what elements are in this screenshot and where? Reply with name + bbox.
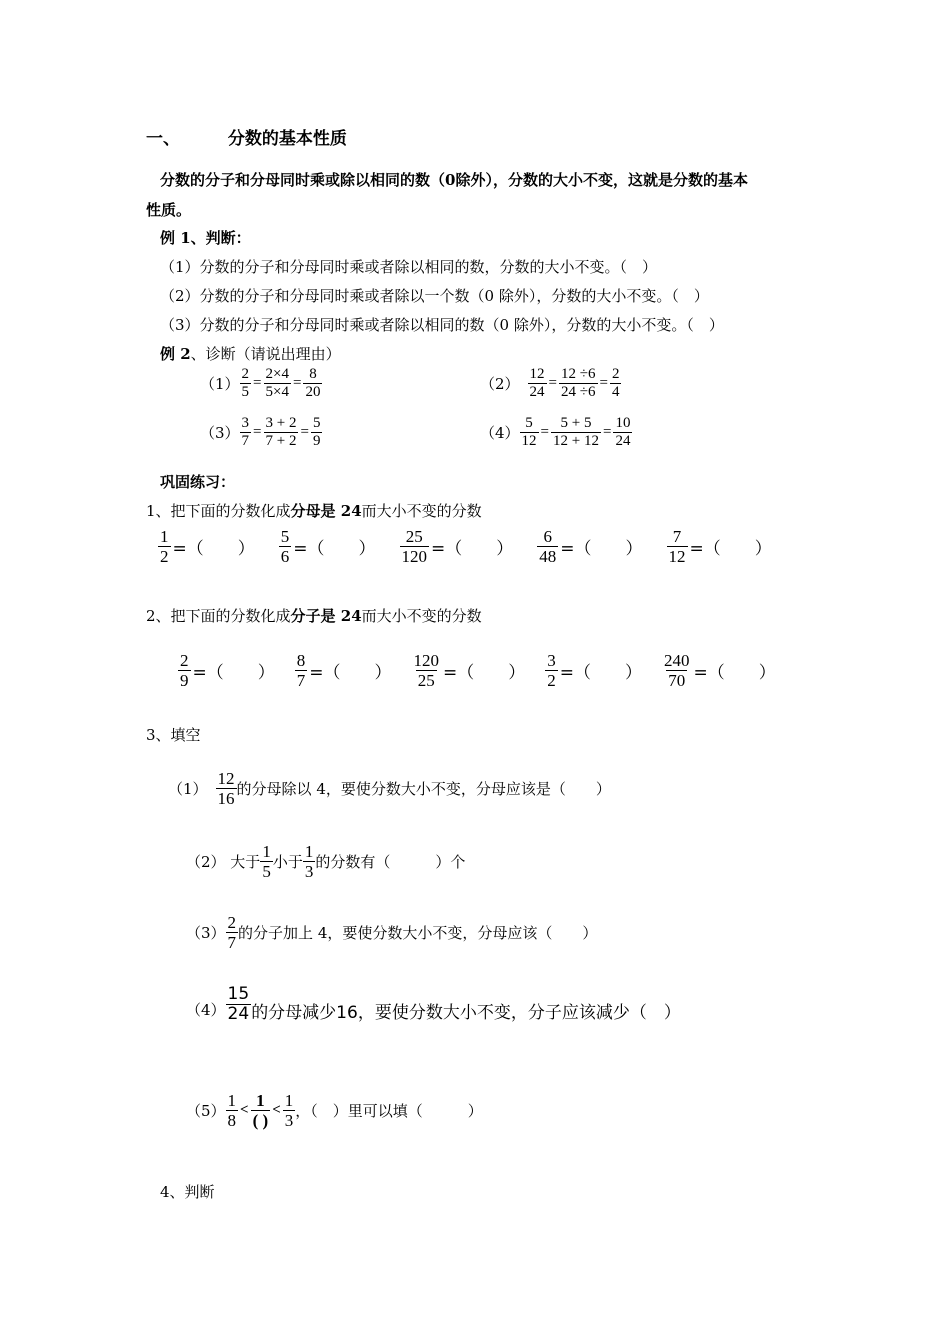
fraction xyxy=(551,416,601,450)
fraction xyxy=(240,367,252,401)
equals-sign: = xyxy=(548,375,558,392)
denominator: 4 xyxy=(611,383,620,400)
answer-blank[interactable]: =（ ） xyxy=(689,539,772,560)
less-than-sign: < xyxy=(240,1102,249,1119)
example-2-problem-2 xyxy=(480,367,621,401)
question-3-item-2 xyxy=(186,843,465,881)
fraction xyxy=(226,986,252,1024)
fraction xyxy=(295,652,308,690)
prompt-emphasis: 分母是 24 xyxy=(290,502,362,520)
equals-sign: = xyxy=(300,424,309,441)
answer-blank[interactable]: =（ ） xyxy=(560,539,643,560)
question-3-item-4 xyxy=(186,986,681,1024)
denominator: 12 xyxy=(521,432,537,449)
numerator: 2 xyxy=(241,366,250,382)
denominator: 12 xyxy=(668,546,686,566)
denominator: 20 xyxy=(305,383,321,400)
item-text: 的分母除以 4，要使分数大小不变，分母应该是（ ） xyxy=(236,780,611,799)
problem-label: （2） xyxy=(480,375,520,394)
section-number: 一、 xyxy=(146,129,180,149)
prompt-text: 而大小不变的分数 xyxy=(361,607,482,625)
answer-blank[interactable]: =（ ） xyxy=(293,539,376,560)
question-2-prompt xyxy=(146,605,482,626)
numerator: 240 xyxy=(664,651,690,670)
numerator: 1 xyxy=(256,1091,265,1110)
question-3-item-1 xyxy=(168,770,611,808)
problem-label: （4） xyxy=(480,424,520,443)
question-3-item-5 xyxy=(186,1092,483,1130)
section-title: 分数的基本性质 xyxy=(227,129,347,149)
problem-label: （3） xyxy=(200,424,240,443)
denominator: 5 xyxy=(241,383,250,400)
numerator: 120 xyxy=(413,651,439,670)
item-label: （4） xyxy=(186,1000,226,1019)
numerator: 1 xyxy=(160,527,169,546)
denominator: 70 xyxy=(668,670,686,690)
numerator: 5 + 5 xyxy=(560,415,592,431)
example-1-item-1: （1）分数的分子和分母同时乘或者除以相同的数，分数的大小不变。（ ） xyxy=(160,258,658,276)
denominator: 8 xyxy=(227,1110,237,1130)
numerator: 1 xyxy=(227,1091,237,1110)
definition-line-2: 性质。 xyxy=(146,201,192,219)
denominator: 25 xyxy=(417,670,435,690)
numerator: 5 xyxy=(525,415,533,431)
numerator: 5 xyxy=(312,415,321,431)
denominator: 7 + 2 xyxy=(265,432,297,449)
denominator: 9 xyxy=(312,432,321,449)
item-label: （3） xyxy=(186,924,226,943)
fraction xyxy=(520,416,539,450)
less-than-sign: < xyxy=(272,1102,281,1119)
item-text: 小于 xyxy=(272,853,303,872)
example-2-problem-4 xyxy=(480,416,632,450)
fraction xyxy=(311,416,323,450)
numerator: 7 xyxy=(672,527,682,546)
numerator: 12 xyxy=(529,366,545,382)
item-text: 的分母减少16，要使分数大小不变，分子应该减少（ ） xyxy=(251,1003,681,1023)
item-text: ，（ ）里可以填（ ） xyxy=(295,1102,483,1121)
numerator: 15 xyxy=(227,984,250,1004)
fraction xyxy=(559,367,597,401)
fraction xyxy=(303,367,322,401)
denominator: 7 xyxy=(241,432,250,449)
fraction xyxy=(260,843,273,881)
numerator: 1 xyxy=(304,842,314,861)
denominator: 2 xyxy=(160,546,169,566)
prompt-text: 而大小不变的分数 xyxy=(361,502,482,520)
numerator: 3 xyxy=(241,415,250,431)
denominator: 2 xyxy=(547,670,556,690)
equals-sign: = xyxy=(253,375,262,392)
prompt-text: 1、把下面的分数化成 xyxy=(146,502,291,520)
problem-label: （1） xyxy=(200,375,240,394)
numerator: 8 xyxy=(296,651,306,670)
item-label: （2） 大于 xyxy=(186,853,261,872)
example-2-title xyxy=(160,343,341,364)
fraction xyxy=(264,367,291,401)
fraction xyxy=(400,528,430,566)
answer-blank[interactable]: =（ ） xyxy=(693,663,776,684)
denominator: 3 xyxy=(304,861,314,881)
fraction xyxy=(226,914,239,952)
definition-line-1: 分数的分子和分母同时乘或除以相同的数（0除外），分数的大小不变，这就是分数的基本 xyxy=(160,171,748,189)
practice-title: 巩固练习： xyxy=(160,473,236,491)
example-1-item-3: （3）分数的分子和分母同时乘或者除以相同的数（0 除外），分数的大小不变。（ ） xyxy=(160,316,724,334)
example-2-problem-1 xyxy=(200,367,322,401)
example-1-title: 例 1、判断： xyxy=(160,229,251,247)
numerator: 2×4 xyxy=(265,366,289,382)
fraction xyxy=(226,1092,239,1130)
numerator: 3 + 2 xyxy=(265,415,297,431)
denominator: 120 xyxy=(401,546,427,566)
numerator: 12 ÷6 xyxy=(561,366,596,382)
denominator: 24 ÷6 xyxy=(561,383,596,400)
item-text: 的分子加上 4，要使分数大小不变，分母应该（ ） xyxy=(238,924,598,943)
answer-blank[interactable]: =（ ） xyxy=(443,663,526,684)
example-2-label: 例 2 xyxy=(160,345,191,363)
answer-blank[interactable]: =（ ） xyxy=(309,663,392,684)
fraction xyxy=(283,1092,296,1130)
equals-sign: = xyxy=(253,424,262,441)
numerator: 1 xyxy=(284,1091,294,1110)
denominator: 16 xyxy=(217,788,235,808)
numerator: 2 xyxy=(180,651,189,670)
numerator: 1 xyxy=(262,842,271,861)
fraction xyxy=(528,367,547,401)
fraction xyxy=(613,416,632,450)
example-1-item-2: （2）分数的分子和分母同时乘或者除以一个数（0 除外），分数的大小不变。（ ） xyxy=(160,287,709,305)
fraction xyxy=(610,367,622,401)
question-2-fractions xyxy=(178,652,778,690)
fraction xyxy=(216,770,237,808)
question-4-title: 4、判断 xyxy=(160,1183,215,1201)
denominator: 5×4 xyxy=(265,383,289,400)
denominator: 48 xyxy=(539,546,557,566)
prompt-emphasis: 分子是 24 xyxy=(290,607,362,625)
numerator: 5 xyxy=(280,527,290,546)
answer-blank[interactable]: ( ) xyxy=(252,1110,269,1130)
answer-blank[interactable]: =（ ） xyxy=(172,539,255,560)
question-1-fractions xyxy=(158,528,774,566)
fraction xyxy=(264,416,299,450)
numerator: 8 xyxy=(309,366,317,382)
numerator: 2 xyxy=(227,913,237,932)
numerator: 12 xyxy=(217,769,235,788)
fraction xyxy=(412,652,442,690)
example-2-instruction: 、诊断（请说出理由） xyxy=(190,345,341,363)
answer-blank[interactable]: =（ ） xyxy=(192,663,275,684)
denominator: 6 xyxy=(280,546,290,566)
question-3-item-3 xyxy=(186,914,597,952)
fraction xyxy=(158,528,171,566)
item-text: 的分数有（ ）个 xyxy=(315,853,466,872)
fraction xyxy=(251,1092,271,1130)
equals-sign: = xyxy=(292,375,302,392)
question-1-prompt xyxy=(146,500,482,521)
numerator: 2 xyxy=(611,366,620,382)
numerator: 25 xyxy=(405,527,423,546)
section-heading xyxy=(146,124,347,149)
fraction xyxy=(303,843,316,881)
denominator: 24 xyxy=(529,383,545,400)
denominator: 12 + 12 xyxy=(553,432,599,449)
equals-sign: = xyxy=(540,424,550,441)
answer-blank[interactable]: =（ ） xyxy=(559,663,642,684)
answer-blank[interactable]: =（ ） xyxy=(431,539,514,560)
denominator: 3 xyxy=(284,1110,294,1130)
question-3-title: 3、填空 xyxy=(146,726,201,744)
denominator: 9 xyxy=(180,670,189,690)
fraction xyxy=(537,528,558,566)
numerator: 3 xyxy=(547,651,556,670)
fraction xyxy=(279,528,292,566)
denominator: 7 xyxy=(296,670,306,690)
fraction xyxy=(240,416,252,450)
fraction xyxy=(662,652,692,690)
fraction xyxy=(178,652,191,690)
fraction xyxy=(545,652,558,690)
fraction xyxy=(667,528,688,566)
item-label: （1） xyxy=(168,780,208,799)
equals-sign: = xyxy=(602,424,612,441)
denominator: 24 xyxy=(615,432,631,449)
numerator: 10 xyxy=(615,415,631,431)
example-2-problem-3 xyxy=(200,416,322,450)
denominator: 24 xyxy=(227,1003,250,1024)
prompt-text: 2、把下面的分数化成 xyxy=(146,607,291,625)
numerator: 6 xyxy=(543,527,552,546)
item-label: （5） xyxy=(186,1102,226,1121)
denominator: 5 xyxy=(262,861,271,881)
equals-sign: = xyxy=(599,375,608,392)
denominator: 7 xyxy=(227,932,237,952)
